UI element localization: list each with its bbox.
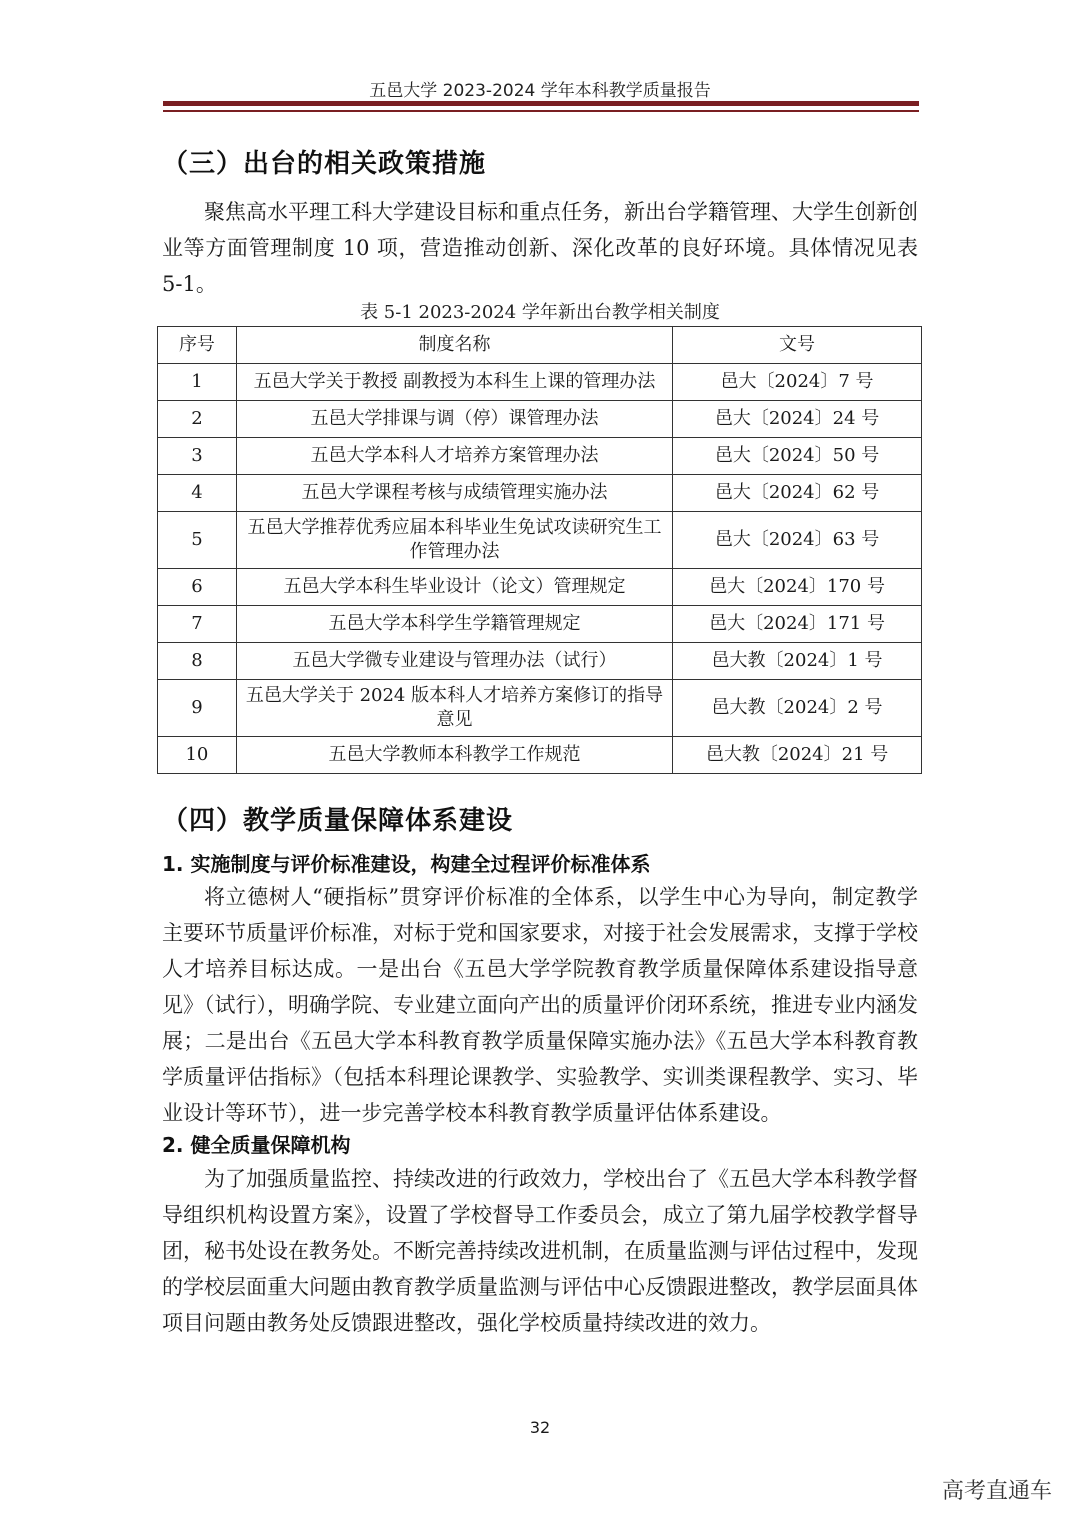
cell-doc: 邑大〔2024〕7 号	[673, 364, 922, 401]
cell-no: 5	[158, 512, 237, 569]
section4-sub2-heading: 2. 健全质量保障机构	[162, 1133, 351, 1157]
table-row	[158, 364, 922, 401]
section4-sub1-heading: 1. 实施制度与评价标准建设，构建全过程评价标准体系	[162, 852, 651, 876]
cell-no: 6	[158, 569, 237, 606]
cell-no: 1	[158, 364, 237, 401]
header-cell-name: 制度名称	[236, 327, 672, 364]
header-cell-no: 序号	[158, 327, 237, 364]
section3-heading: （三）出台的相关政策措施	[162, 149, 487, 179]
cell-name: 五邑大学关于教授 副教授为本科生上课的管理办法	[236, 364, 672, 401]
watermark-text: 高考直通车	[941, 1479, 1052, 1504]
cell-doc: 邑大教〔2024〕2 号	[673, 680, 922, 737]
header-rule-thin	[163, 110, 919, 112]
cell-name: 五邑大学本科人才培养方案管理办法	[236, 438, 672, 475]
header-cell-doc: 文号	[673, 327, 922, 364]
table-caption: 表 5-1 2023-2024 学年新出台教学相关制度	[360, 302, 720, 323]
table-row	[158, 643, 922, 680]
table-header-row	[158, 327, 922, 364]
cell-name: 五邑大学本科学生学籍管理规定	[236, 606, 672, 643]
cell-name: 五邑大学教师本科教学工作规范	[236, 737, 672, 774]
cell-doc: 邑大〔2024〕170 号	[673, 569, 922, 606]
page-number: 32	[529, 1418, 551, 1437]
section4-heading: （四）教学质量保障体系建设	[162, 806, 514, 836]
cell-doc: 邑大〔2024〕63 号	[673, 512, 922, 569]
cell-name: 五邑大学微专业建设与管理办法（试行）	[236, 643, 672, 680]
section4-sub2-paragraph: 为了加强质量监控、持续改进的行政效力，学校出台了《五邑大学本科教学督导组织机构设置方案》，设置了学校督导工作委员会，成立了第九届学校教学督导团，秘书处设在教务处。不断完善持续改进机制，在质量监测与评估过程中，发现的学校层面重大问题由教育教学质量监测与评估中心反馈跟进整改，教学层面具体项目问题由教务处反馈跟进整改，强化学校质量持续改进的效力。	[162, 1167, 918, 1335]
table-row	[158, 475, 922, 512]
header-rule-thick	[163, 101, 919, 106]
policy-table	[157, 326, 922, 774]
table-row	[158, 737, 922, 774]
section4-sub1-paragraph: 将立德树人“硬指标”贯穿评价标准的全体系，以学生中心为导向，制定教学主要环节质量评价标准，对标于党和国家要求，对接于社会发展需求，支撑于学校人才培养目标达成。一是出台《五邑大学学院教育教学质量保障体系建设指导意见》（试行），明确学院、专业建立面向产出的质量评价闭环系统，推进专业内涵发展；二是出台《五邑大学本科教育教学质量保障实施办法》《五邑大学本科教育教学质量评估指标》（包括本科理论课教学、实验教学、实训类课程教学、实习、毕业设计等环节），进一步完善学校本科教育教学质量评估体系建设。	[162, 885, 918, 1125]
table-row	[158, 512, 922, 569]
cell-doc: 邑大〔2024〕171 号	[673, 606, 922, 643]
cell-name: 五邑大学排课与调（停）课管理办法	[236, 401, 672, 438]
table-row	[158, 401, 922, 438]
cell-doc: 邑大〔2024〕62 号	[673, 475, 922, 512]
report-header-title: 五邑大学 2023-2024 学年本科教学质量报告	[369, 81, 711, 101]
cell-no: 7	[158, 606, 237, 643]
cell-no: 4	[158, 475, 237, 512]
cell-name: 五邑大学课程考核与成绩管理实施办法	[236, 475, 672, 512]
cell-no: 3	[158, 438, 237, 475]
cell-no: 2	[158, 401, 237, 438]
cell-no: 10	[158, 737, 237, 774]
cell-doc: 邑大〔2024〕50 号	[673, 438, 922, 475]
table-row	[158, 438, 922, 475]
section3-paragraph: 聚焦高水平理工科大学建设目标和重点任务，新出台学籍管理、大学生创新创业等方面管理制度 10 项，营造推动创新、深化改革的良好环境。具体情况见表 5-1。	[162, 200, 918, 296]
table-row	[158, 680, 922, 737]
cell-name: 五邑大学关于 2024 版本科人才培养方案修订的指导意见	[236, 680, 672, 737]
cell-name: 五邑大学推荐优秀应届本科毕业生免试攻读研究生工作管理办法	[236, 512, 672, 569]
cell-no: 9	[158, 680, 237, 737]
cell-name: 五邑大学本科生毕业设计（论文）管理规定	[236, 569, 672, 606]
cell-doc: 邑大〔2024〕24 号	[673, 401, 922, 438]
cell-no: 8	[158, 643, 237, 680]
cell-doc: 邑大教〔2024〕1 号	[673, 643, 922, 680]
table-row	[158, 606, 922, 643]
table-row	[158, 569, 922, 606]
cell-doc: 邑大教〔2024〕21 号	[673, 737, 922, 774]
